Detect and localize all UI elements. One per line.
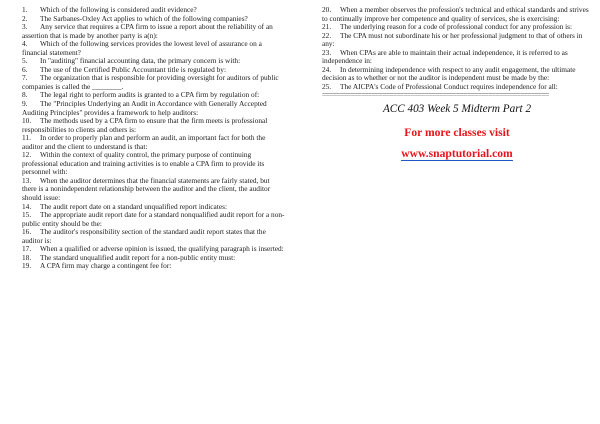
section-title: ACC 403 Week 5 Midterm Part 2 [382, 103, 532, 116]
question-text: The appropriate audit report date for a standard nonqualified audit report for a non-public entity should be the: [22, 210, 285, 228]
separator-line: ================================================================ [322, 91, 549, 100]
question-text: The standard unqualified audit report for a non-public entity must: [40, 252, 236, 262]
question-number: 9. [22, 99, 28, 109]
question-number: 15. [22, 210, 32, 220]
question-text: The AICPA's Code of Professional Conduct requires independence for all: [340, 81, 558, 91]
question-text: When CPAs are able to maintain their actual independence, it is referred to as independence in: [322, 47, 568, 66]
question-item [22, 151, 286, 177]
question-text: The audit report date on a standard unqualified report indicates: [40, 201, 227, 211]
question-item [22, 177, 286, 203]
website-link[interactable]: www.snaptutorial.com [401, 147, 513, 161]
question-text: A CPA firm may charge a contingent fee for: [40, 261, 172, 271]
question-number: 24. [322, 64, 332, 74]
question-item [22, 211, 286, 228]
question-item [22, 117, 286, 134]
question-item [322, 6, 592, 23]
question-text: Which of the following services provides the lowest level of assurance on a financial statement? [22, 39, 262, 57]
question-number: 21. [322, 22, 332, 32]
question-number: 1. [22, 5, 28, 14]
question-number: 22. [322, 30, 332, 40]
question-text: When the auditor determines that the financial statements are fairly stated, but there is a nonindependent relationship between the auditor and the client, the auditor should issue: [22, 175, 271, 203]
question-number: 6. [22, 64, 28, 74]
question-text: The underlying reason for a code of professional conduct for any profession is: [340, 22, 573, 32]
question-text: The CPA must not subordinate his or her professional judgment to that of others in any: [322, 30, 583, 49]
question-number: 8. [22, 90, 28, 100]
question-number: 20. [322, 5, 332, 14]
question-text: The "Principles Underlying an Audit in Accordance with Generally Accepted Auditing Principles" provides a framework to help auditors: [22, 99, 267, 117]
question-number: 2. [22, 13, 28, 23]
question-number: 13. [22, 175, 32, 185]
question-text: The auditor's responsibility section of the standard audit report states that the auditor is: [22, 227, 266, 245]
question-item [322, 49, 592, 66]
question-number: 5. [22, 56, 28, 66]
question-text: When a member observes the profession's technical and ethical standards and strives to continually improve her competence and quality of services, she is exercising: [322, 5, 589, 23]
question-item [322, 83, 592, 92]
question-text: Any service that requires a CPA firm to issue a report about the reliability of an assertion that is made by another party is a(n): [22, 22, 273, 40]
question-text: The use of the Certified Public Accountant title is regulated by: [40, 64, 226, 74]
question-number: 10. [22, 116, 32, 126]
question-number: 12. [22, 150, 32, 160]
question-item [22, 40, 286, 57]
questions-column-right [322, 6, 592, 161]
question-number: 3. [22, 22, 28, 32]
question-item [22, 134, 286, 151]
question-number: 7. [22, 73, 28, 83]
question-number: 16. [22, 227, 32, 237]
question-text: The Sarbanes-Oxley Act applies to which of the following companies? [40, 13, 248, 23]
question-text: In order to properly plan and perform an audit, an important fact for both the auditor and the client to understand is that: [22, 133, 266, 151]
question-text: In determining independence with respect to any audit engagement, the ultimate decision as to whether or not the auditor is independent must be made by the: [322, 64, 576, 83]
question-number: 18. [22, 252, 32, 262]
question-item [322, 32, 592, 49]
question-text: The legal right to perform audits is granted to a CPA firm by regulation of: [40, 90, 260, 100]
question-text: Which of the following is considered audit evidence? [40, 5, 197, 14]
question-text: The organization that is responsible for providing oversight for auditors of public companies is called the ________. [22, 73, 279, 91]
question-item [22, 74, 286, 91]
question-number: 23. [322, 47, 332, 57]
promo-text: For more classes visit [404, 126, 510, 140]
question-text: When a qualified or adverse opinion is issued, the qualifying paragraph is inserted: [40, 244, 284, 254]
question-number: 4. [22, 39, 28, 49]
question-number: 19. [22, 261, 32, 271]
question-number: 17. [22, 244, 32, 254]
question-item [322, 66, 592, 83]
question-item [22, 262, 286, 271]
questions-column-left [22, 6, 286, 271]
question-number: 25. [322, 81, 332, 91]
question-text: In "auditing" financial accounting data, the primary concern is with: [40, 56, 241, 66]
question-text: The methods used by a CPA firm to ensure that the firm meets is professional responsibilities to clients and others is: [22, 116, 268, 134]
question-number: 14. [22, 201, 32, 211]
question-text: Within the context of quality control, the primary purpose of continuing professional education and training activities is to enable a CPA firm to provide its personnel with: [22, 150, 265, 177]
question-number: 11. [22, 133, 31, 143]
question-item [22, 100, 286, 117]
question-item [22, 228, 286, 245]
question-item [22, 23, 286, 40]
